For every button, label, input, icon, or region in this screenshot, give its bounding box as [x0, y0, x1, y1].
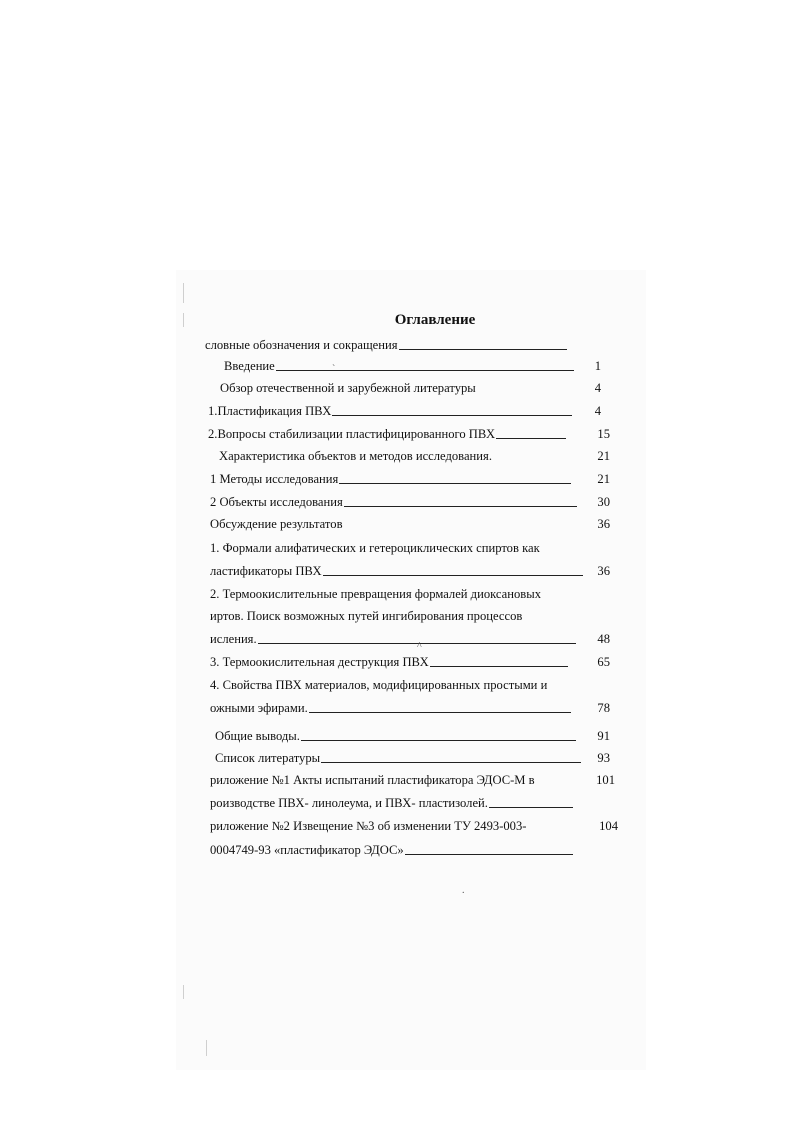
toc-entry — [210, 584, 541, 604]
toc-entry — [220, 378, 476, 398]
toc-entry-text: ластификаторы ПВХ — [210, 564, 322, 578]
toc-entry-text: Характеристика объектов и методов исследования. — [219, 449, 492, 463]
toc-entry-text: риложение №2 Извещение №3 об изменении ТУ 2493-003- — [210, 819, 527, 833]
toc-entry — [210, 816, 526, 836]
toc-page-number: 1 — [594, 359, 601, 373]
toc-entry — [208, 401, 572, 421]
scan-edge-mark — [183, 283, 184, 303]
toc-entry — [208, 424, 566, 444]
dot-leader — [301, 726, 576, 741]
dot-leader — [276, 356, 574, 371]
toc-entry-text: Общие выводы. — [215, 729, 300, 743]
toc-entry-text: 2. Термоокислительные превращения формалей диоксановых — [210, 587, 541, 601]
scan-speck: ` — [332, 364, 336, 375]
toc-page-number: 15 — [597, 427, 610, 441]
toc-entry-text: Обзор отечественной и зарубежной литературы — [220, 381, 476, 395]
toc-entry-text: 1.Пластификация ПВХ — [208, 404, 332, 418]
toc-page-number: 36 — [597, 517, 610, 531]
dot-leader — [399, 335, 567, 350]
toc-entry — [210, 793, 573, 813]
toc-entry-text: Обсуждение результатов — [210, 517, 343, 531]
toc-entry — [210, 652, 568, 672]
dot-leader — [496, 424, 566, 439]
toc-entry — [210, 561, 583, 581]
toc-page-number: 30 — [597, 495, 610, 509]
toc-entry — [215, 726, 576, 746]
toc-page-number: 4 — [594, 381, 601, 395]
toc-entry-text: иртов. Поиск возможных путей ингибирования процессов — [210, 609, 523, 623]
scan-speck: . — [462, 885, 465, 896]
toc-entry-text: 0004749-93 «пластификатор ЭДОС» — [210, 843, 404, 857]
toc-page-number: 65 — [597, 655, 610, 669]
toc-entry — [210, 629, 576, 649]
dot-leader — [339, 469, 571, 484]
dot-leader — [489, 793, 573, 808]
toc-entry — [210, 606, 522, 626]
dot-leader — [323, 561, 583, 576]
toc-entry-text: 4. Свойства ПВХ материалов, модифицированных простыми и — [210, 678, 548, 692]
toc-entry — [219, 446, 492, 466]
toc-entry-text: Введение — [224, 359, 275, 373]
toc-entry-text: 3. Термоокислительная деструкция ПВХ — [210, 655, 429, 669]
toc-entry — [210, 538, 540, 558]
toc-entry — [210, 698, 571, 718]
toc-page-number: 78 — [597, 701, 610, 715]
toc-title: Оглавление — [394, 312, 476, 328]
toc-entry-text: словные обозначения и сокращения — [205, 338, 398, 352]
scan-edge-mark — [206, 1040, 207, 1056]
toc-page-number: 21 — [597, 449, 610, 463]
dot-leader — [332, 401, 572, 416]
scan-edge-mark — [183, 985, 184, 999]
dot-leader — [405, 840, 573, 855]
toc-entry — [215, 748, 581, 768]
toc-entry — [210, 675, 547, 695]
dot-leader — [344, 492, 577, 507]
scan-speck: ^ — [417, 641, 422, 652]
toc-page-number: 36 — [597, 564, 610, 578]
toc-page-number: 104 — [599, 819, 618, 833]
toc-entry — [224, 356, 574, 376]
toc-entry — [210, 492, 577, 512]
dot-leader — [430, 652, 568, 667]
dot-leader — [309, 698, 571, 713]
toc-entry — [210, 514, 343, 534]
toc-entry — [210, 469, 571, 489]
toc-entry — [205, 335, 567, 355]
scan-edge-mark — [183, 313, 184, 327]
toc-page-number: 93 — [597, 751, 610, 765]
toc-entry-text: Список литературы — [215, 751, 321, 765]
toc-entry-text: ожными эфирами. — [210, 701, 308, 715]
toc-page-number: 101 — [596, 773, 615, 787]
toc-page-number: 91 — [597, 729, 610, 743]
toc-entry-text: риложение №1 Акты испытаний пластификатора ЭДОС-М в — [210, 773, 535, 787]
toc-entry — [210, 770, 535, 790]
toc-entry-text: роизводстве ПВХ- линолеума, и ПВХ- пластизолей. — [210, 796, 488, 810]
toc-entry-text: 1. Формали алифатических и гетероциклических спиртов как — [210, 541, 540, 555]
dot-leader — [321, 748, 581, 763]
toc-page-number: 48 — [597, 632, 610, 646]
toc-entry-text: 1 Методы исследования — [210, 472, 339, 486]
toc-entry-text: 2.Вопросы стабилизации пластифицированного ПВХ — [208, 427, 496, 441]
toc-page-number: 4 — [594, 404, 601, 418]
toc-entry-text: 2 Объекты исследования — [210, 495, 343, 509]
toc-page-number: 21 — [597, 472, 610, 486]
toc-entry — [210, 840, 573, 860]
toc-entry-text: исления. — [210, 632, 257, 646]
